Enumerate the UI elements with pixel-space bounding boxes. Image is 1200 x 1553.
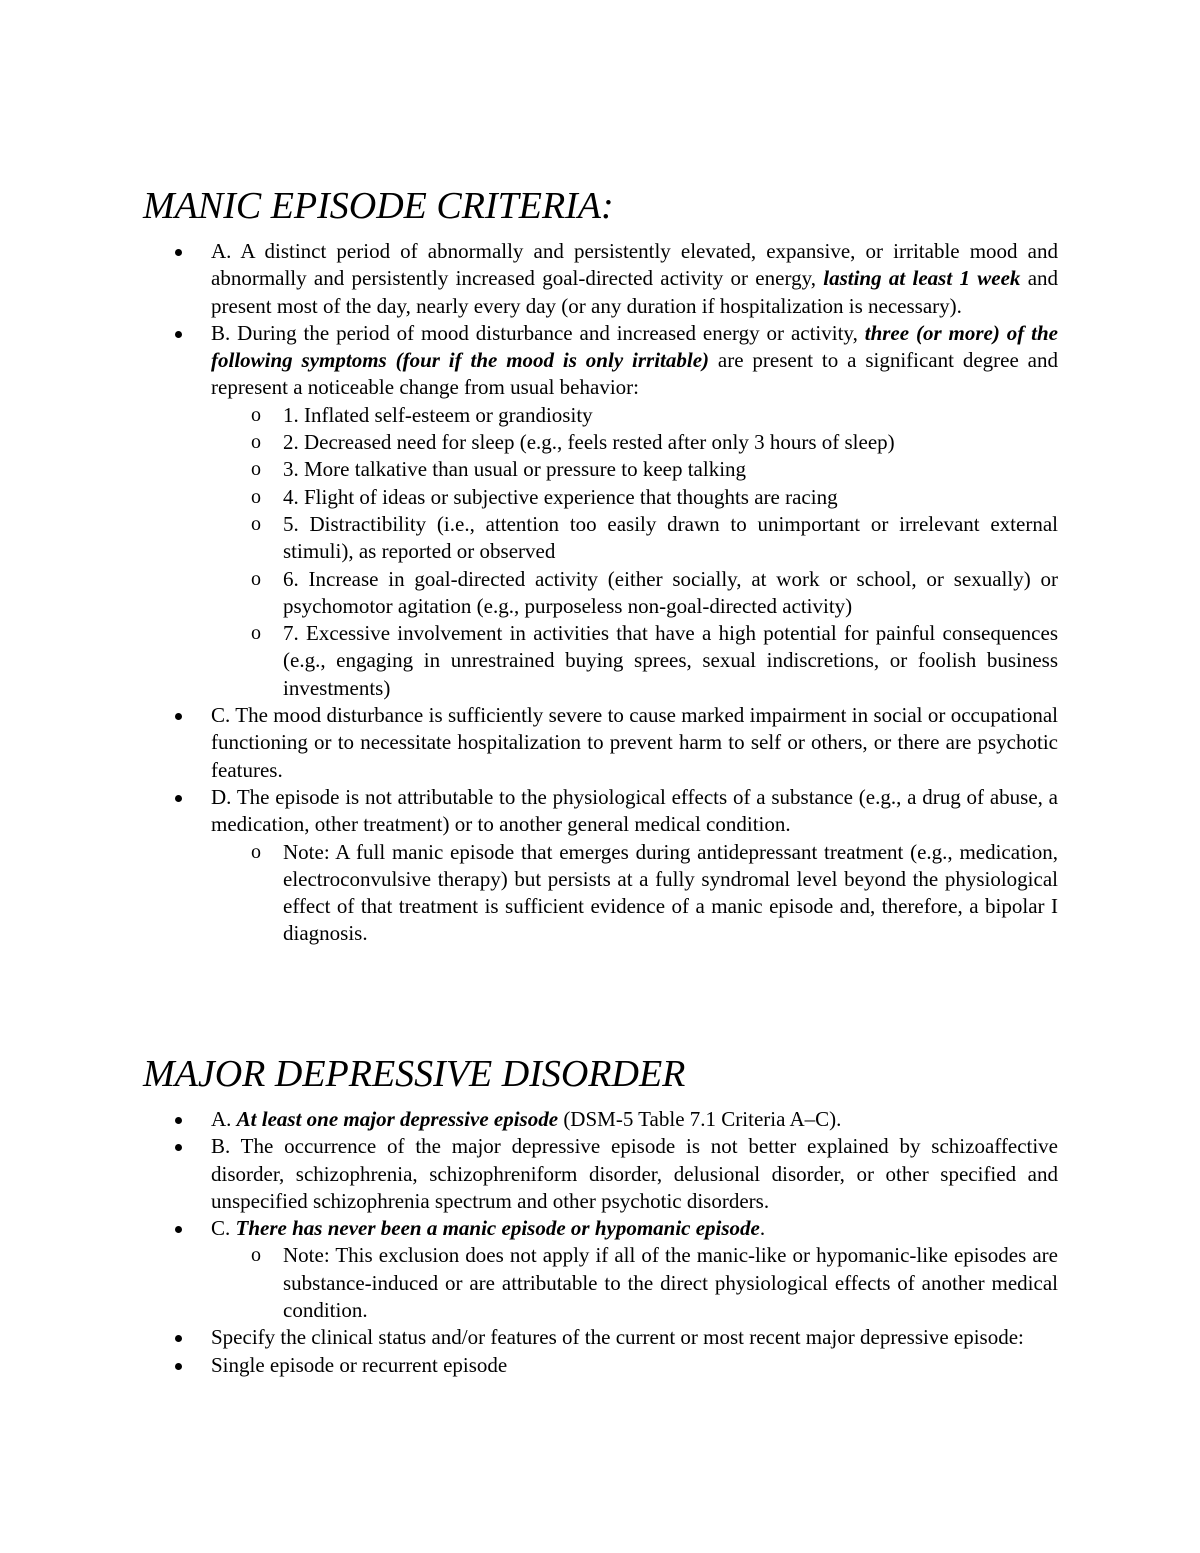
note-text: Note: This exclusion does not apply if all of the manic-like or hypomanic-like episodes are substance-induced or are attributable to the direct physiological effects of another medical condition.: [283, 1243, 1058, 1323]
symptom-text: 7. Excessive involvement in activities that have a high potential for painful consequences (e.g., engaging in unrestrained buying sprees, sexual indiscretions, or foolish business investments): [283, 621, 1058, 700]
mdd-criterion-c-note: [251, 1242, 1058, 1324]
mdd-criterion-b: [211, 1133, 1058, 1215]
bullet-icon: [175, 331, 182, 338]
bullet-icon: [175, 249, 182, 256]
symptom-item: [251, 566, 1058, 621]
criterion-a: [211, 238, 1058, 320]
mdd-episode-type-item: [211, 1352, 1058, 1379]
symptom-item: [251, 484, 1058, 511]
sub-bullet-icon: o: [251, 431, 261, 454]
note-text: Note: A full manic episode that emerges during antidepressant treatment (e.g., medication, electroconvulsive therapy) but persists at a fully syndromal level beyond the physiological effect of that treatment is sufficient evidence of a manic episode and, therefore, a bipolar I diagnosis.: [283, 839, 1058, 946]
mdd-criterion-c-text-2: .: [759, 1216, 766, 1241]
sub-bullet-icon: o: [251, 512, 261, 535]
bullet-icon: [175, 1144, 182, 1151]
mdd-criterion-c-text-1: C.: [211, 1216, 236, 1241]
symptom-text: 3. More talkative than usual or pressure to keep talking: [283, 457, 747, 482]
bullet-icon: [175, 1363, 182, 1370]
sub-bullet-icon: o: [251, 840, 261, 863]
mdd-specify-item: [211, 1324, 1058, 1351]
criterion-a-text-2: and present most of the day, nearly every day (or any duration if hospitalization is necessary).: [211, 266, 1059, 318]
criterion-a-emphasis: lasting at least 1 week: [823, 266, 1021, 291]
symptom-item: [251, 456, 1058, 483]
criterion-a-text-1: A. A distinct period of abnormally and persistently elevated, expansive, or irritable mood and abnormally and persistently increased goal-directed activity or energy,: [211, 239, 1058, 291]
criterion-c-text: C. The mood disturbance is sufficiently severe to cause marked impairment in social or occupational functioning or to necessitate hospitalization to prevent harm to self or others, or there are psychotic features.: [211, 703, 1058, 782]
symptom-text: 5. Distractibility (i.e., attention too easily drawn to unimportant or irrelevant external stimuli), as reported or observed: [283, 511, 1058, 564]
bullet-icon: [175, 1335, 182, 1342]
sub-bullet-icon: o: [251, 567, 261, 590]
mdd-episode-type-text: Single episode or recurrent episode: [211, 1352, 508, 1377]
sub-bullet-icon: o: [251, 458, 261, 481]
criterion-d-text: D. The episode is not attributable to the physiological effects of a substance (e.g., a drug of abuse, a medication, other treatment) or to another general medical condition.: [211, 784, 1058, 837]
mdd-criterion-a-text-1: A.: [211, 1107, 237, 1131]
symptom-text: 4. Flight of ideas or subjective experience that thoughts are racing: [283, 484, 838, 509]
mdd-criterion-a-text-2: (DSM-5 Table 7.1 Criteria A–C).: [558, 1107, 842, 1131]
symptom-text: 1. Inflated self-esteem or grandiosity: [283, 402, 593, 427]
mdd-criterion-a: [211, 1106, 1058, 1133]
manic-episode-heading: MANIC EPISODE CRITERIA:: [143, 185, 614, 227]
mdd-criterion-b-text: B. The occurrence of the major depressive episode is not better explained by schizoaffective disorder, schizophrenia, schizophreniform disorder, delusional disorder, or other specified and unspecified schizophrenia spectrum and other psychotic disorders.: [211, 1134, 1058, 1213]
mdd-criteria-list: [0, 1106, 1058, 1379]
symptom-item: [251, 402, 1058, 429]
criterion-b-text-1: B. During the period of mood disturbance and increased energy or activity,: [211, 320, 865, 345]
bullet-icon: [175, 1117, 182, 1124]
criterion-b-text-2: are present to a significant degree and represent a noticeable change from usual behavior:: [211, 348, 1058, 400]
bullet-icon: [175, 1226, 182, 1233]
mdd-specify-text: Specify the clinical status and/or features of the current or most recent major depressive episode:: [211, 1325, 1024, 1350]
bullet-icon: [175, 713, 182, 720]
mdd-criterion-c-emphasis: There has never been a manic episode or hypomanic episode: [235, 1216, 760, 1241]
sub-bullet-icon: o: [251, 622, 261, 645]
symptom-text: 6. Increase in goal-directed activity (either socially, at work or school, or sexually) or psychomotor agitation (e.g., purposeless non-goal-directed activity): [283, 566, 1058, 618]
mdd-criterion-c: [211, 1215, 1058, 1242]
criterion-b: [211, 320, 1058, 402]
criterion-d: [211, 784, 1058, 839]
symptom-item: [251, 620, 1058, 702]
bullet-icon: [175, 795, 182, 802]
criterion-d-note: [251, 839, 1058, 948]
criterion-b-emphasis: three (or more) of the following symptoms (four if the mood is only irritable): [211, 320, 1058, 373]
symptom-item: [251, 429, 1058, 456]
sub-bullet-icon: o: [251, 485, 261, 508]
mdd-criterion-a-emphasis: At least one major depressive episode: [236, 1107, 559, 1131]
manic-criteria-list: [0, 238, 1058, 948]
criterion-c: [211, 702, 1058, 784]
major-depressive-disorder-heading: MAJOR DEPRESSIVE DISORDER: [143, 1053, 686, 1095]
sub-bullet-icon: o: [251, 1244, 261, 1267]
symptom-text: 2. Decreased need for sleep (e.g., feels rested after only 3 hours of sleep): [283, 430, 895, 455]
symptom-item: [251, 511, 1058, 566]
sub-bullet-icon: o: [251, 403, 261, 426]
